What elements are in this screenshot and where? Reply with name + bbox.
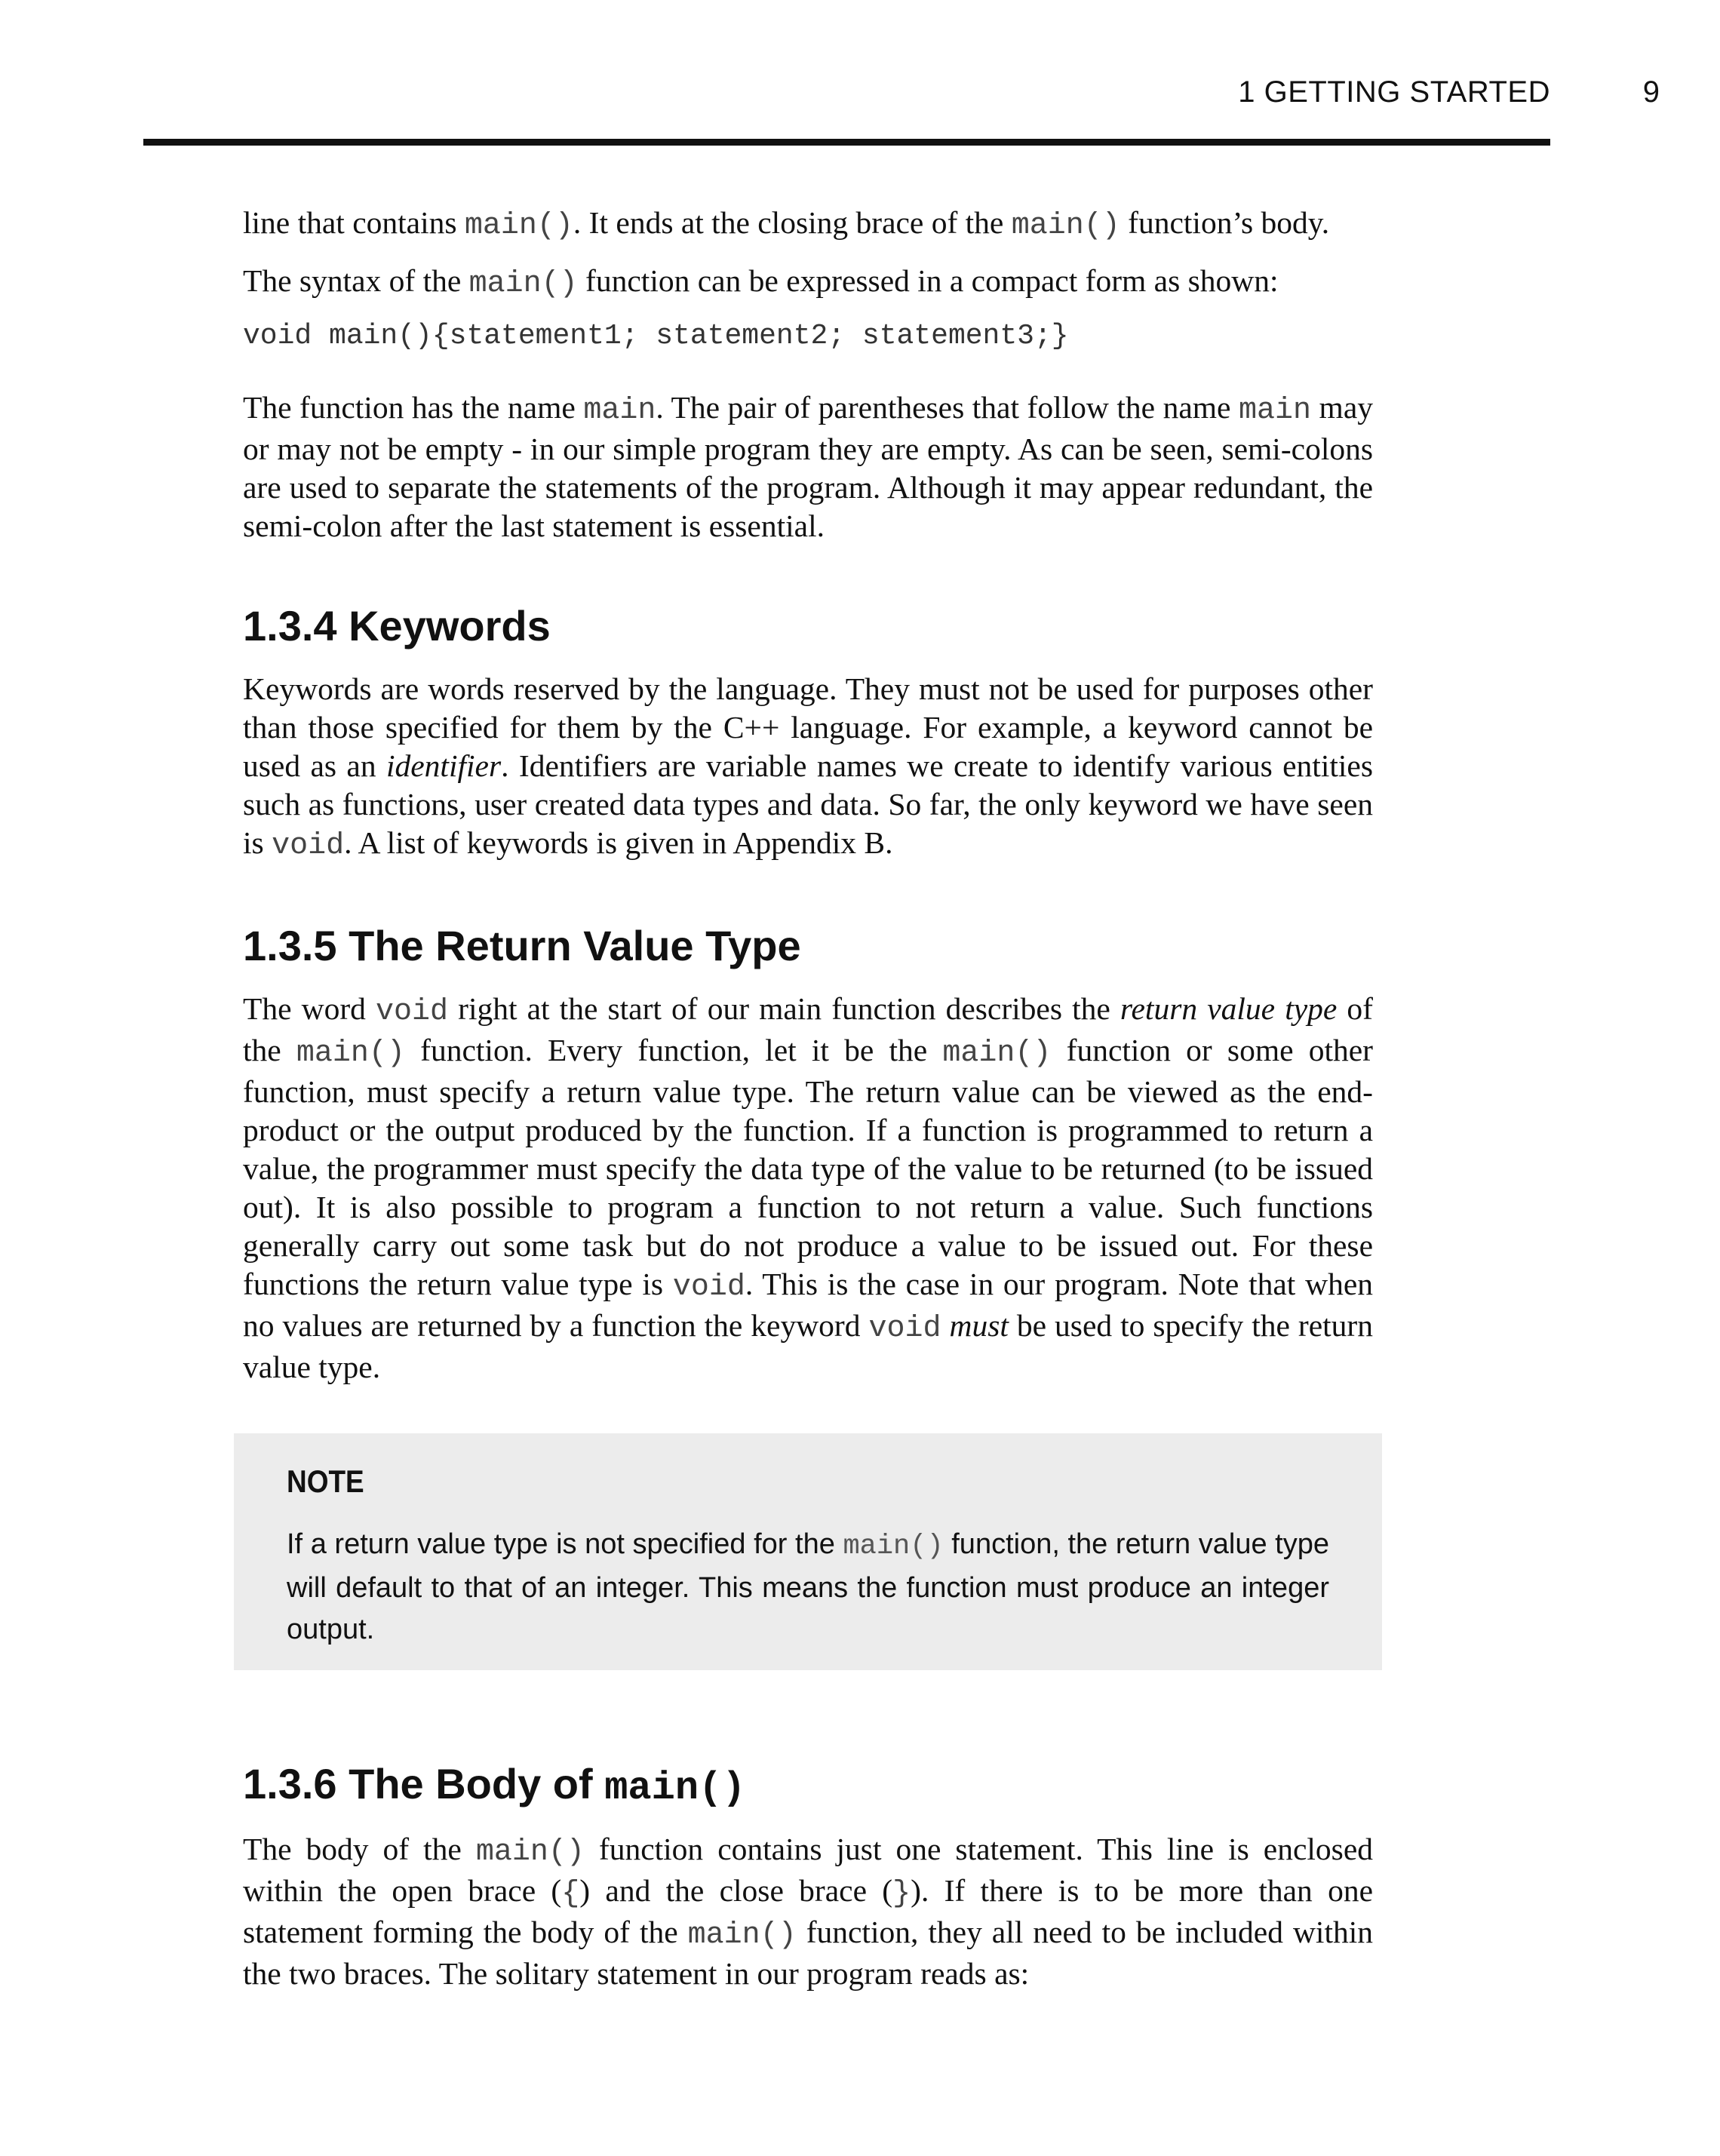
- paragraph-return-value-type: The word void right at the start of our main function describes the return value type of the main() function. Every function, let it be the main() function or some other function, must specify a return value type. The return value can be viewed as the end-product or the output produced by the function. If a function is programmed to return a value, the programmer must specify the data type of the value to be returned (to be issued out). It is also possible to program a function to not return a value. Such functions generally carry out some task but do not produce a value to be issued out. For these functions the return value type is void. This is the case in our program. Note that when no values are returned by a function the keyword void must be used to specify the return value type.: [243, 991, 1373, 1384]
- code-example: void main(){statement1; statement2; statement3;}: [243, 320, 1069, 352]
- running-title: 1 GETTING STARTED: [1238, 75, 1550, 109]
- heading-body-of-main: 1.3.6 The Body of main(): [243, 1760, 746, 1810]
- inline-code: main(): [843, 1531, 944, 1562]
- inline-code: main(): [468, 267, 578, 301]
- note-box: [234, 1433, 1382, 1670]
- inline-code: main: [1239, 394, 1312, 428]
- paragraph-keywords: Keywords are words reserved by the language. They must not be used for purposes other than those specified for them by the C++ language. For example, a keyword cannot be used as an identifier. Identifiers are variable names we create to identify various entities such as functions, user created data types and data. So far, the only keyword we have seen is void. A list of keywords is given in Appendix B.: [243, 671, 1373, 863]
- paragraph-function-name: The function has the name main. The pair of parentheses that follow the name main may or may not be empty - in our simple program they are empty. As can be seen, semi-colons are used to separate the statements of the program. Although it may appear redundant, the semi-colon after the last statement is essential.: [243, 390, 1374, 543]
- inline-code: }: [892, 1877, 911, 1911]
- inline-code: main(): [942, 1037, 1052, 1070]
- inline-code: main: [583, 394, 656, 428]
- paragraph-body-of-main: The body of the main() function contains just one statement. This line is enclosed within the open brace ({) and the close brace (}). If there is to be more than one statement forming the body of the main() function, they all need to be included within the two braces. The solitary statement in our program reads as:: [243, 1832, 1374, 1991]
- inline-code: {: [561, 1877, 580, 1911]
- inline-code: main(): [1011, 209, 1120, 243]
- inline-code: void: [272, 829, 345, 863]
- header-rule: [143, 139, 1550, 146]
- inline-code: main(): [464, 209, 573, 243]
- heading-keywords: 1.3.4 Keywords: [243, 602, 551, 650]
- inline-code: main(): [687, 1918, 797, 1952]
- page-body: [243, 204, 1373, 2010]
- inline-code: main(): [475, 1835, 585, 1869]
- inline-code: void: [376, 995, 449, 1029]
- paragraph-syntax: The syntax of the main() function can be expressed in a compact form as shown:: [243, 263, 1279, 301]
- inline-code: void: [672, 1270, 745, 1304]
- heading-return-value-type: 1.3.5 The Return Value Type: [243, 922, 801, 969]
- inline-code: main(): [296, 1037, 405, 1070]
- note-title: NOTE: [287, 1463, 364, 1499]
- page-number: 9: [1642, 75, 1660, 109]
- page-header: [0, 75, 1720, 121]
- note-text: If a return value type is not specified for the main() function, the return value type will default to that of an integer. This means the function must produce an integer output.: [287, 1528, 1329, 1645]
- paragraph-main-scope: line that contains main(). It ends at the closing brace of the main() function’s body.: [243, 205, 1330, 243]
- inline-code: void: [868, 1312, 941, 1346]
- heading-code: main(): [604, 1766, 746, 1810]
